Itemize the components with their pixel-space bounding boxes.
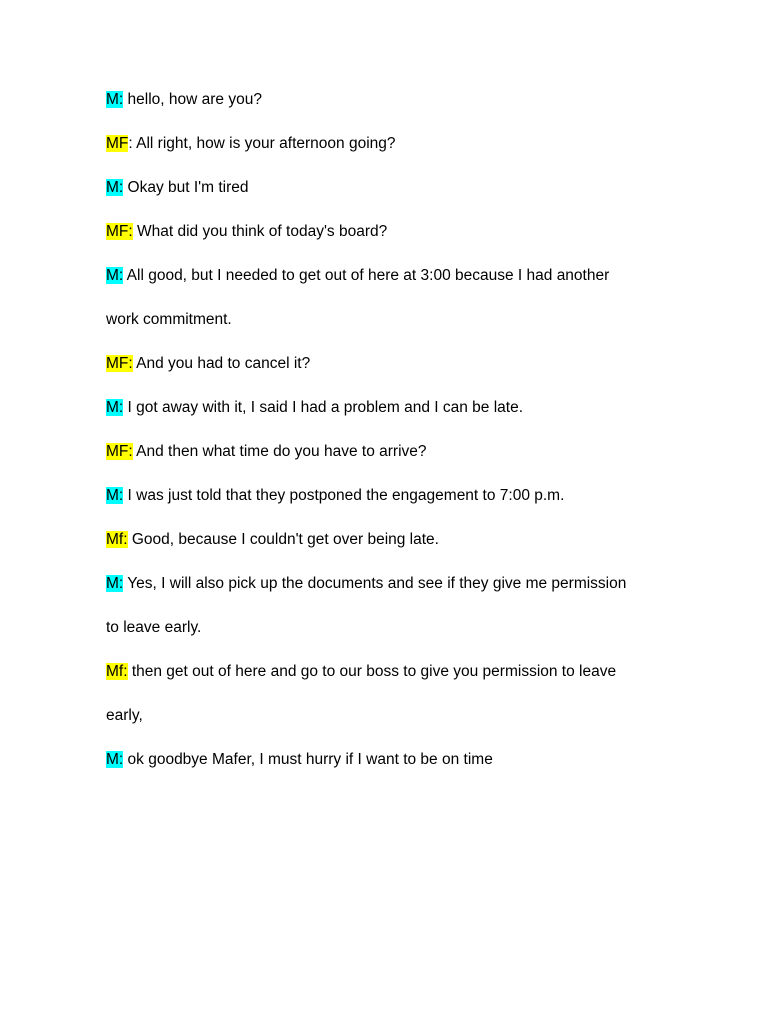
line-text: All good, but I needed to get out of here at 3:00 because I had another — [123, 267, 610, 284]
dialogue-line — [106, 661, 666, 683]
speaker-label: MF — [106, 135, 129, 152]
dialogue-text — [106, 89, 666, 793]
speaker-label: MF: — [106, 443, 133, 460]
line-text: And you had to cancel it? — [132, 355, 311, 372]
speaker-label: M: — [106, 267, 124, 284]
speaker-label: MF: — [106, 223, 133, 240]
dialogue-line — [106, 441, 666, 463]
line-text: work commitment. — [106, 311, 232, 328]
speaker-label: M: — [106, 487, 124, 504]
line-text: ok goodbye Mafer, I must hurry if I want to be on time — [123, 751, 493, 768]
line-text: I was just told that they postponed the engagement to 7:00 p.m. — [123, 487, 565, 504]
dialogue-line — [106, 353, 666, 375]
speaker-label: Mf: — [106, 663, 128, 680]
speaker-label: MF: — [106, 355, 133, 372]
dialogue-line — [106, 265, 666, 287]
dialogue-line-continuation — [106, 705, 666, 727]
line-text: What did you think of today's board? — [132, 223, 388, 240]
dialogue-line — [106, 133, 666, 155]
line-text: I got away with it, I said I had a problem and I can be late. — [123, 399, 524, 416]
speaker-label: Mf: — [106, 531, 128, 548]
line-text: to leave early. — [106, 619, 202, 636]
dialogue-line — [106, 573, 666, 595]
speaker-label: M: — [106, 575, 124, 592]
dialogue-line — [106, 529, 666, 551]
dialogue-line — [106, 749, 666, 771]
line-text: hello, how are you? — [123, 91, 262, 108]
dialogue-line — [106, 177, 666, 199]
line-text: : All right, how is your afternoon going? — [128, 135, 396, 152]
line-text: And then what time do you have to arrive? — [132, 443, 427, 460]
speaker-label: M: — [106, 751, 124, 768]
line-text: then get out of here and go to our boss to give you permission to leave — [127, 663, 617, 680]
speaker-label: M: — [106, 179, 124, 196]
dialogue-line — [106, 485, 666, 507]
dialogue-line — [106, 221, 666, 243]
line-text: early, — [106, 707, 143, 724]
line-text: Good, because I couldn't get over being late. — [127, 531, 439, 548]
dialogue-line — [106, 397, 666, 419]
dialogue-line — [106, 89, 666, 111]
dialogue-line-continuation — [106, 617, 666, 639]
dialogue-line-continuation — [106, 309, 666, 331]
speaker-label: M: — [106, 91, 124, 108]
speaker-label: M: — [106, 399, 124, 416]
line-text: Yes, I will also pick up the documents and see if they give me permission — [123, 575, 627, 592]
line-text: Okay but I'm tired — [123, 179, 249, 196]
